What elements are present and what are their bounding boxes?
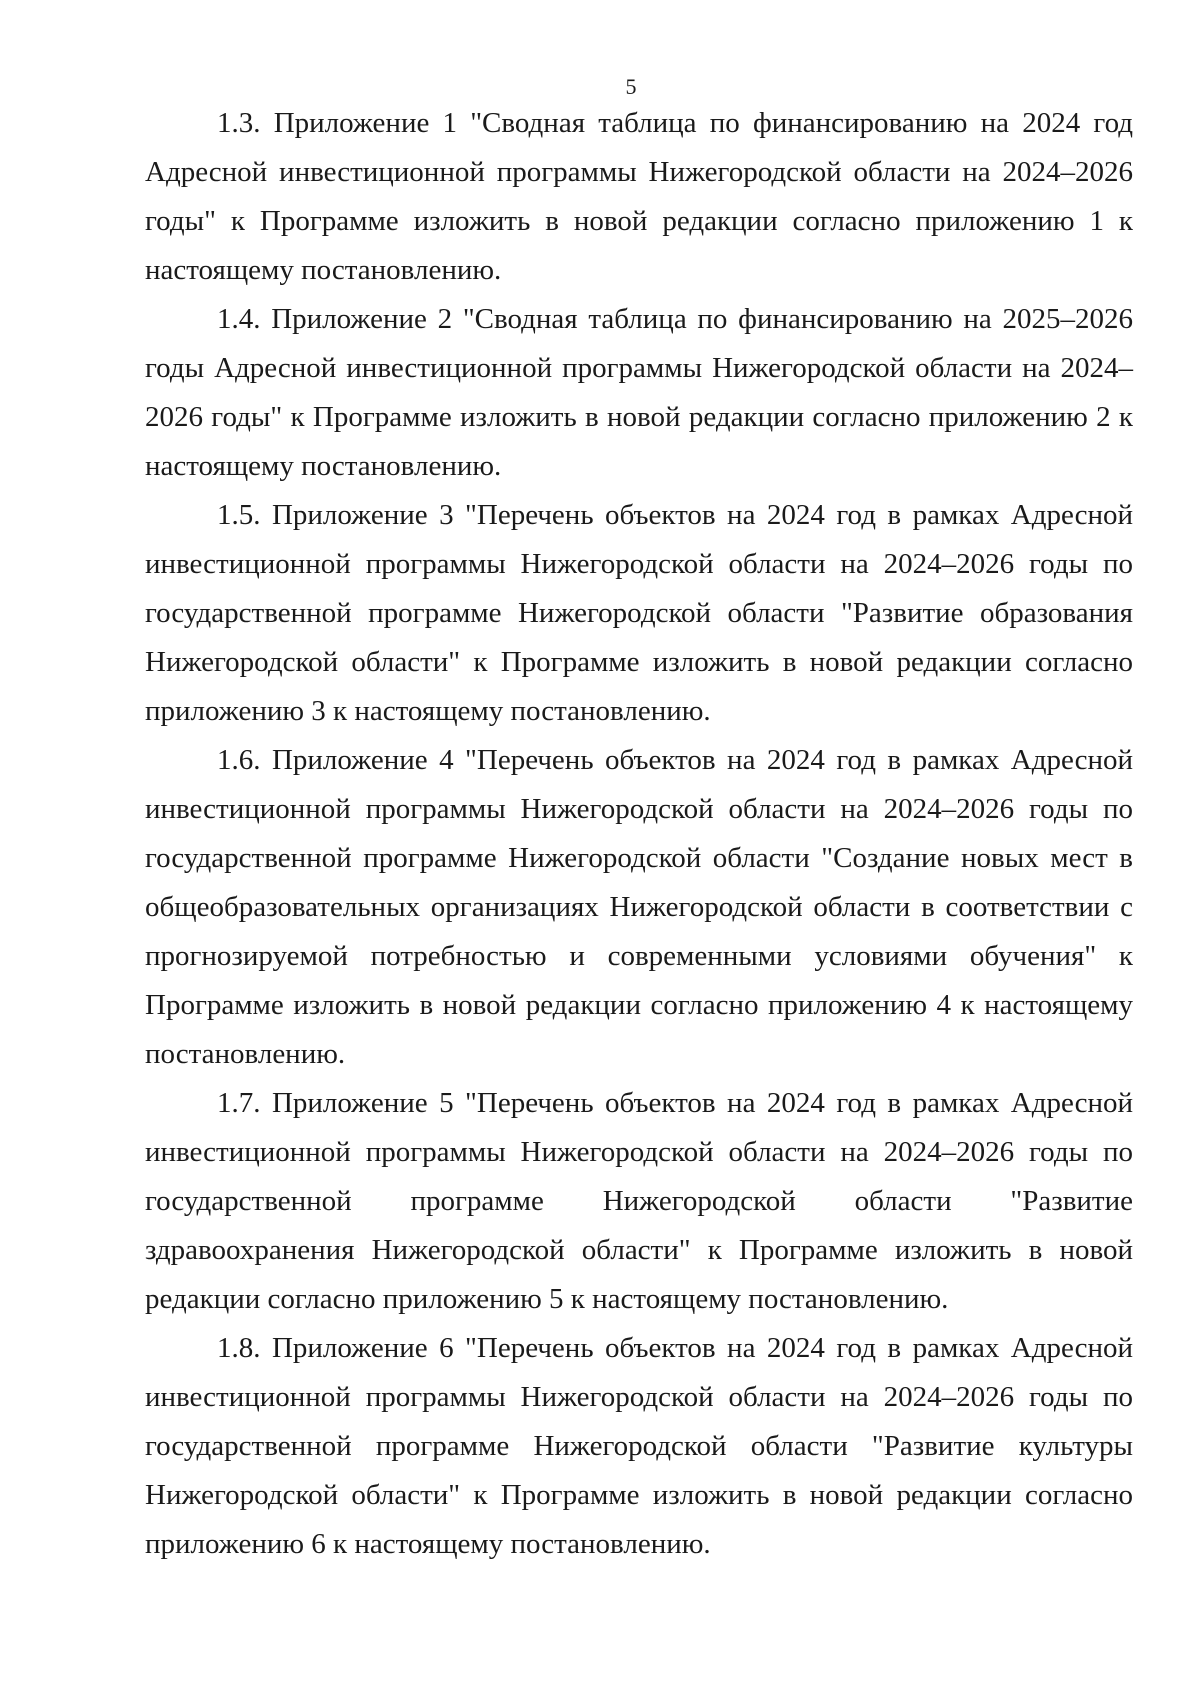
document-body — [145, 99, 1133, 1569]
paragraph-1-5: 1.5. Приложение 3 "Перечень объектов на 2024 год в рамках Адресной инвестиционной программы Нижегородской области на 2024–2026 годы по государственной программе Нижегородской области "Развитие образования Нижегородской области" к Программе изложить в новой редакции согласно приложению 3 к настоящему постановлению. — [145, 499, 1133, 727]
paragraph-1-6: 1.6. Приложение 4 "Перечень объектов на 2024 год в рамках Адресной инвестиционной программы Нижегородской области на 2024–2026 годы по государственной программе Нижегородской области "Создание новых мест в общеобразовательных организациях Нижегородской области в соответствии с прогнозируемой потребностью и современными условиями обучения" к Программе изложить в новой редакции согласно приложению 4 к настоящему постановлению. — [145, 744, 1133, 1070]
page-number: 5 — [625, 74, 637, 99]
paragraph-1-7: 1.7. Приложение 5 "Перечень объектов на 2024 год в рамках Адресной инвестиционной программы Нижегородской области на 2024–2026 годы по государственной программе Нижегородской области "Развитие здравоохранения Нижегородской области" к Программе изложить в новой редакции согласно приложению 5 к настоящему постановлению. — [145, 1087, 1133, 1315]
paragraph-1-8: 1.8. Приложение 6 "Перечень объектов на 2024 год в рамках Адресной инвестиционной программы Нижегородской области на 2024–2026 годы по государственной программе Нижегородской области "Развитие культуры Нижегородской области" к Программе изложить в новой редакции согласно приложению 6 к настоящему постановлению. — [145, 1332, 1133, 1560]
paragraph-1-4: 1.4. Приложение 2 "Сводная таблица по финансированию на 2025–2026 годы Адресной инвестиционной программы Нижегородской области на 2024–2026 годы" к Программе изложить в новой редакции согласно приложению 2 к настоящему постановлению. — [145, 303, 1133, 482]
paragraph-1-3: 1.3. Приложение 1 "Сводная таблица по финансированию на 2024 год Адресной инвестиционной программы Нижегородской области на 2024–2026 годы" к Программе изложить в новой редакции согласно приложению 1 к настоящему постановлению. — [145, 107, 1133, 286]
